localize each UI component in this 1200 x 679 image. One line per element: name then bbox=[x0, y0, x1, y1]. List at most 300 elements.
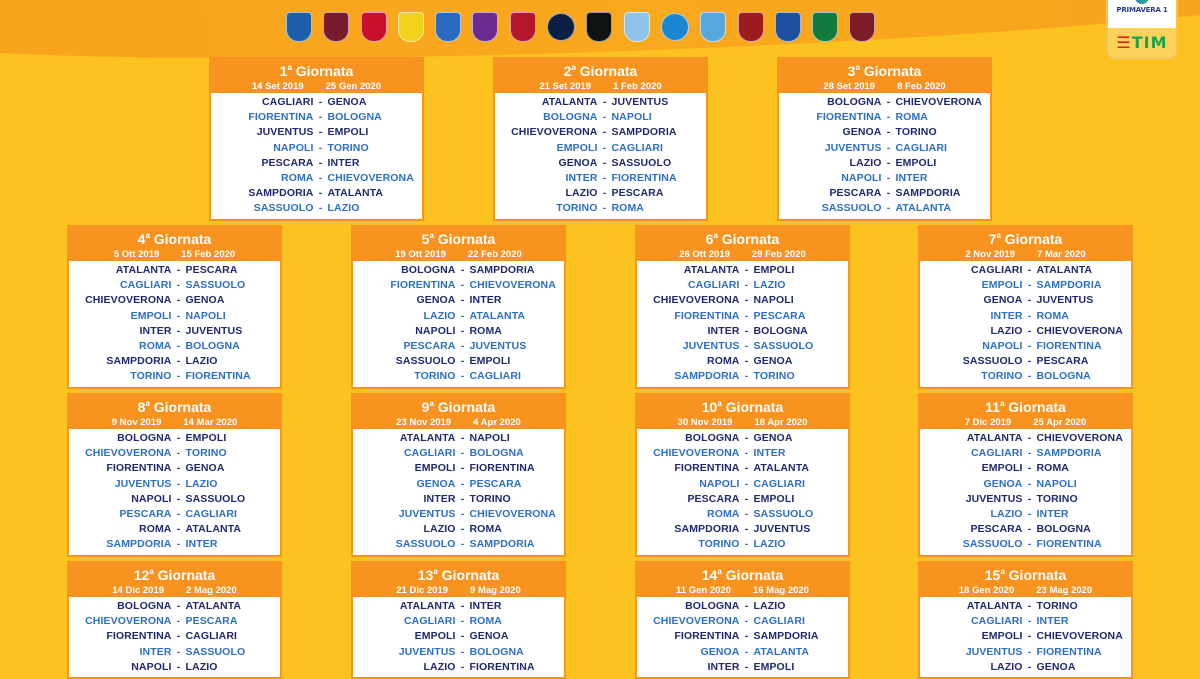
match-separator: - bbox=[176, 340, 181, 353]
home-team: CAGLIARI bbox=[403, 615, 456, 628]
match-separator: - bbox=[602, 187, 607, 200]
match-row bbox=[920, 431, 1131, 446]
round-card bbox=[777, 57, 992, 221]
match-separator: - bbox=[176, 462, 181, 475]
round-title bbox=[635, 561, 850, 585]
match-separator: - bbox=[176, 538, 181, 551]
home-team: EMPOLI bbox=[981, 462, 1023, 475]
match-separator: - bbox=[318, 141, 323, 154]
match-separator: - bbox=[176, 508, 181, 521]
away-team: INTER bbox=[1036, 615, 1069, 628]
match-row bbox=[920, 263, 1131, 278]
match-row bbox=[69, 599, 280, 614]
away-team: INTER bbox=[185, 538, 218, 551]
match-row bbox=[353, 461, 564, 476]
away-team: LAZIO bbox=[185, 477, 218, 490]
home-team: SASSUOLO bbox=[253, 202, 314, 215]
match-row bbox=[353, 309, 564, 324]
away-team: EMPOLI bbox=[469, 355, 511, 368]
home-team: LAZIO bbox=[423, 309, 456, 322]
round-title bbox=[67, 561, 282, 585]
match-row bbox=[920, 339, 1131, 354]
match-row bbox=[920, 278, 1131, 293]
return-leg-date: 9 Mag 2020 bbox=[470, 585, 521, 596]
home-team: INTER bbox=[565, 172, 598, 185]
away-team: LAZIO bbox=[753, 538, 786, 551]
home-team: ROMA bbox=[139, 340, 172, 353]
home-team: GENOA bbox=[983, 294, 1023, 307]
match-row bbox=[69, 461, 280, 476]
sassuolo-crest-icon bbox=[812, 12, 838, 42]
match-separator: - bbox=[886, 156, 891, 169]
match-row bbox=[637, 461, 848, 476]
home-team: LAZIO bbox=[990, 508, 1023, 521]
away-team: EMPOLI bbox=[895, 156, 937, 169]
home-team: ROMA bbox=[707, 355, 740, 368]
first-leg-date: 11 Gen 2020 bbox=[676, 585, 731, 596]
match-separator: - bbox=[460, 508, 465, 521]
away-team: LAZIO bbox=[185, 660, 218, 673]
round-dates bbox=[209, 81, 424, 93]
match-separator: - bbox=[744, 538, 749, 551]
home-team: EMPOLI bbox=[130, 309, 172, 322]
match-separator: - bbox=[176, 279, 181, 292]
match-row bbox=[637, 492, 848, 507]
match-row bbox=[495, 171, 706, 186]
away-team: TORINO bbox=[185, 447, 227, 460]
match-row bbox=[495, 95, 706, 110]
match-separator: - bbox=[886, 141, 891, 154]
match-row bbox=[637, 645, 848, 660]
match-separator: - bbox=[1027, 294, 1032, 307]
home-team: CHIEVOVERONA bbox=[85, 294, 172, 307]
match-separator: - bbox=[744, 324, 749, 337]
round-header bbox=[918, 393, 1133, 429]
first-leg-date: 2 Nov 2019 bbox=[965, 249, 1016, 260]
home-team: SAMPDORIA bbox=[674, 370, 740, 383]
home-team: FIORENTINA bbox=[390, 279, 456, 292]
home-team: LAZIO bbox=[990, 660, 1023, 673]
round-title bbox=[918, 393, 1133, 417]
first-leg-date: 23 Nov 2019 bbox=[396, 417, 452, 428]
match-row bbox=[637, 446, 848, 461]
tim-stripes-icon: ☰ bbox=[1116, 33, 1132, 52]
home-team: GENOA bbox=[700, 645, 740, 658]
away-team: CAGLIARI bbox=[753, 615, 806, 628]
away-team: ROMA bbox=[1036, 462, 1069, 475]
match-row bbox=[353, 324, 564, 339]
match-separator: - bbox=[176, 615, 181, 628]
round-title bbox=[351, 225, 566, 249]
match-separator: - bbox=[602, 202, 607, 215]
match-separator: - bbox=[318, 172, 323, 185]
home-team: FIORENTINA bbox=[248, 111, 314, 124]
away-team: NAPOLI bbox=[469, 432, 510, 444]
match-row bbox=[69, 309, 280, 324]
match-separator: - bbox=[318, 156, 323, 169]
match-list bbox=[353, 261, 564, 387]
round-title bbox=[918, 561, 1133, 585]
match-separator: - bbox=[1027, 523, 1032, 536]
home-team: JUVENTUS bbox=[398, 645, 456, 658]
match-separator: - bbox=[1027, 355, 1032, 368]
match-separator: - bbox=[744, 615, 749, 628]
ordinal-suffix: a bbox=[996, 231, 1001, 240]
match-separator: - bbox=[176, 600, 181, 612]
round-header bbox=[351, 225, 566, 261]
match-row bbox=[920, 461, 1131, 476]
home-team: SAMPDORIA bbox=[674, 523, 740, 536]
match-separator: - bbox=[1027, 340, 1032, 353]
match-row bbox=[353, 660, 564, 675]
return-leg-date: 15 Feb 2020 bbox=[181, 249, 236, 260]
match-list bbox=[69, 429, 280, 555]
home-team: SASSUOLO bbox=[395, 538, 456, 551]
away-team: INTER bbox=[327, 156, 360, 169]
napoli-crest-icon bbox=[661, 13, 689, 41]
away-team: FIORENTINA bbox=[1036, 538, 1102, 551]
away-team: SASSUOLO bbox=[185, 645, 246, 658]
home-team: ATALANTA bbox=[966, 600, 1023, 612]
away-team: GENOA bbox=[753, 355, 793, 368]
away-team: SAMPDORIA bbox=[1036, 447, 1102, 460]
return-leg-date: 18 Apr 2020 bbox=[754, 417, 808, 428]
match-separator: - bbox=[318, 187, 323, 200]
match-row bbox=[353, 507, 564, 522]
first-leg-date: 18 Gen 2020 bbox=[958, 585, 1015, 596]
match-separator: - bbox=[744, 492, 749, 505]
home-team: NAPOLI bbox=[699, 477, 740, 490]
home-team: ATALANTA bbox=[966, 432, 1023, 444]
away-team: SASSUOLO bbox=[611, 156, 672, 169]
home-team: FIORENTINA bbox=[106, 630, 172, 643]
match-separator: - bbox=[460, 538, 465, 551]
round-number: 11 bbox=[985, 399, 1000, 415]
match-separator: - bbox=[886, 96, 891, 108]
match-separator: - bbox=[1027, 600, 1032, 612]
away-team: LAZIO bbox=[753, 600, 786, 612]
round-number: 2 bbox=[563, 63, 572, 79]
pescara-crest-icon bbox=[700, 12, 726, 42]
away-team: CHIEVOVERONA bbox=[469, 508, 556, 521]
round-label: Giornata bbox=[725, 399, 784, 415]
team-crest-strip bbox=[286, 11, 887, 43]
match-row bbox=[69, 629, 280, 644]
round-dates bbox=[777, 81, 992, 93]
match-separator: - bbox=[176, 477, 181, 490]
match-separator: - bbox=[1027, 370, 1032, 383]
round-header bbox=[351, 393, 566, 429]
home-team: NAPOLI bbox=[982, 340, 1023, 353]
sponsor-logo bbox=[1108, 28, 1176, 58]
match-row bbox=[69, 614, 280, 629]
round-title bbox=[351, 393, 566, 417]
round-header bbox=[209, 57, 424, 93]
round-number: 8 bbox=[137, 399, 146, 415]
first-leg-date: 14 Dic 2019 bbox=[112, 585, 165, 596]
ordinal-suffix: a bbox=[429, 399, 434, 408]
round-card bbox=[67, 225, 282, 389]
home-team: GENOA bbox=[416, 477, 456, 490]
match-row bbox=[637, 354, 848, 369]
match-separator: - bbox=[744, 294, 749, 307]
match-row bbox=[637, 522, 848, 537]
match-row bbox=[353, 278, 564, 293]
match-row bbox=[920, 477, 1131, 492]
home-team: INTER bbox=[707, 660, 740, 673]
match-row bbox=[69, 293, 280, 308]
away-team: GENOA bbox=[753, 432, 793, 444]
away-team: SASSUOLO bbox=[185, 279, 246, 292]
match-row bbox=[920, 293, 1131, 308]
match-separator: - bbox=[1027, 538, 1032, 551]
home-team: INTER bbox=[139, 324, 172, 337]
round-card bbox=[67, 393, 282, 557]
away-team: JUVENTUS bbox=[1036, 294, 1094, 307]
round-header bbox=[635, 561, 850, 597]
round-dates bbox=[67, 417, 282, 429]
match-separator: - bbox=[744, 600, 749, 612]
home-team: CHIEVOVERONA bbox=[85, 615, 172, 628]
return-leg-date: 25 Apr 2020 bbox=[1033, 417, 1087, 428]
match-separator: - bbox=[1027, 447, 1032, 460]
match-row bbox=[353, 354, 564, 369]
ordinal-suffix: a bbox=[145, 399, 150, 408]
match-list bbox=[69, 597, 280, 677]
inter-crest-icon bbox=[547, 13, 575, 41]
away-team: FIORENTINA bbox=[1036, 645, 1102, 658]
away-team: SAMPDORIA bbox=[753, 630, 819, 643]
match-separator: - bbox=[602, 111, 607, 124]
match-separator: - bbox=[1027, 615, 1032, 628]
match-separator: - bbox=[460, 645, 465, 658]
match-separator: - bbox=[460, 355, 465, 368]
away-team: INTER bbox=[469, 294, 502, 307]
match-row bbox=[211, 141, 422, 156]
match-row bbox=[637, 263, 848, 278]
match-list bbox=[211, 93, 422, 219]
match-separator: - bbox=[886, 126, 891, 139]
round-header bbox=[918, 225, 1133, 261]
away-team: INTER bbox=[1036, 508, 1069, 521]
match-list bbox=[779, 93, 990, 219]
ordinal-suffix: a bbox=[433, 567, 438, 576]
away-team: FIORENTINA bbox=[469, 660, 535, 673]
round-number: 6 bbox=[705, 231, 714, 247]
home-team: BOLOGNA bbox=[685, 432, 740, 444]
match-row bbox=[353, 537, 564, 552]
match-separator: - bbox=[744, 477, 749, 490]
home-team: ATALANTA bbox=[683, 264, 740, 276]
round-number: 1 bbox=[279, 63, 288, 79]
away-team: SAMPDORIA bbox=[1036, 279, 1102, 292]
match-separator: - bbox=[460, 462, 465, 475]
sampdoria-crest-icon bbox=[775, 12, 801, 42]
match-row bbox=[69, 446, 280, 461]
ordinal-suffix: a bbox=[855, 63, 860, 72]
home-team: EMPOLI bbox=[414, 630, 456, 643]
home-team: NAPOLI bbox=[841, 172, 882, 185]
home-team: SASSUOLO bbox=[395, 355, 456, 368]
away-team: EMPOLI bbox=[327, 126, 369, 139]
away-team: TORINO bbox=[753, 370, 795, 383]
match-row bbox=[353, 293, 564, 308]
match-row bbox=[920, 309, 1131, 324]
home-team: JUVENTUS bbox=[965, 492, 1023, 505]
away-team: INTER bbox=[469, 600, 502, 612]
match-row bbox=[69, 263, 280, 278]
match-separator: - bbox=[1027, 645, 1032, 658]
away-team: SASSUOLO bbox=[753, 340, 814, 353]
match-row bbox=[353, 263, 564, 278]
match-separator: - bbox=[176, 294, 181, 307]
round-number: 7 bbox=[988, 231, 997, 247]
match-separator: - bbox=[602, 141, 607, 154]
round-number: 14 bbox=[701, 567, 718, 583]
away-team: ROMA bbox=[469, 324, 502, 337]
match-separator: - bbox=[886, 111, 891, 124]
home-team: TORINO bbox=[414, 370, 456, 383]
home-team: ROMA bbox=[139, 523, 172, 536]
away-team: CHIEVOVERONA bbox=[327, 172, 414, 185]
match-separator: - bbox=[460, 630, 465, 643]
home-team: BOLOGNA bbox=[401, 264, 456, 276]
round-number: 13 bbox=[417, 567, 434, 583]
return-leg-date: 29 Feb 2020 bbox=[751, 249, 806, 260]
home-team: SAMPDORIA bbox=[106, 538, 172, 551]
home-team: TORINO bbox=[698, 538, 740, 551]
match-row bbox=[920, 324, 1131, 339]
home-team: CHIEVOVERONA bbox=[653, 615, 740, 628]
first-leg-date: 30 Nov 2019 bbox=[677, 417, 733, 428]
away-team: FIORENTINA bbox=[1036, 340, 1102, 353]
away-team: CHIEVOVERONA bbox=[469, 279, 556, 292]
match-separator: - bbox=[886, 202, 891, 215]
home-team: EMPOLI bbox=[981, 279, 1023, 292]
away-team: JUVENTUS bbox=[185, 324, 243, 337]
match-row bbox=[211, 95, 422, 110]
round-label: Giornata bbox=[153, 231, 212, 247]
away-team: FIORENTINA bbox=[611, 172, 677, 185]
match-row bbox=[920, 354, 1131, 369]
away-team: CAGLIARI bbox=[611, 141, 664, 154]
round-card bbox=[635, 393, 850, 557]
match-separator: - bbox=[602, 96, 607, 108]
away-team: ROMA bbox=[1036, 309, 1069, 322]
away-team: EMPOLI bbox=[753, 492, 795, 505]
match-row bbox=[920, 645, 1131, 660]
match-separator: - bbox=[460, 264, 465, 276]
match-list bbox=[637, 429, 848, 555]
match-separator: - bbox=[460, 447, 465, 460]
home-team: CHIEVOVERONA bbox=[653, 447, 740, 460]
away-team: PESCARA bbox=[1036, 355, 1089, 368]
return-leg-date: 8 Feb 2020 bbox=[897, 81, 946, 92]
genoa-crest-icon bbox=[510, 12, 536, 42]
round-dates bbox=[918, 249, 1133, 261]
primavera-tim-logo bbox=[1106, 0, 1178, 60]
round-card bbox=[918, 393, 1133, 557]
round-title bbox=[777, 57, 992, 81]
match-row bbox=[779, 186, 990, 201]
match-row bbox=[69, 477, 280, 492]
home-team: JUVENTUS bbox=[965, 645, 1023, 658]
return-leg-date: 4 Apr 2020 bbox=[473, 417, 521, 428]
round-title bbox=[635, 225, 850, 249]
home-team: LAZIO bbox=[565, 187, 598, 200]
match-row bbox=[211, 156, 422, 171]
match-separator: - bbox=[318, 111, 323, 124]
empoli-crest-icon bbox=[435, 12, 461, 42]
match-separator: - bbox=[460, 492, 465, 505]
away-team: CHIEVOVERONA bbox=[1036, 324, 1123, 337]
match-row bbox=[637, 324, 848, 339]
round-dates bbox=[918, 585, 1133, 597]
match-separator: - bbox=[744, 523, 749, 536]
match-separator: - bbox=[1027, 660, 1032, 673]
match-row bbox=[495, 201, 706, 216]
match-row bbox=[637, 660, 848, 675]
match-separator: - bbox=[176, 630, 181, 643]
away-team: PESCARA bbox=[185, 264, 238, 276]
ordinal-suffix: a bbox=[145, 231, 150, 240]
match-row bbox=[920, 614, 1131, 629]
away-team: ATALANTA bbox=[1036, 264, 1093, 276]
round-title bbox=[67, 393, 282, 417]
match-separator: - bbox=[1027, 508, 1032, 521]
round-header bbox=[493, 57, 708, 93]
away-team: BOLOGNA bbox=[469, 645, 524, 658]
match-separator: - bbox=[744, 370, 749, 383]
match-row bbox=[779, 125, 990, 140]
home-team: PESCARA bbox=[829, 187, 882, 200]
round-header bbox=[918, 561, 1133, 597]
round-number: 3 bbox=[847, 63, 856, 79]
home-team: LAZIO bbox=[990, 324, 1023, 337]
away-team: SAMPDORIA bbox=[611, 126, 677, 139]
away-team: ROMA bbox=[469, 523, 502, 536]
home-team: LAZIO bbox=[849, 156, 882, 169]
away-team: GENOA bbox=[469, 630, 509, 643]
home-team: PESCARA bbox=[119, 508, 172, 521]
home-team: JUVENTUS bbox=[256, 126, 314, 139]
home-team: GENOA bbox=[558, 156, 598, 169]
round-number: 15 bbox=[984, 567, 1001, 583]
home-team: TORINO bbox=[130, 370, 172, 383]
match-row bbox=[353, 431, 564, 446]
away-team: GENOA bbox=[1036, 660, 1076, 673]
away-team: ROMA bbox=[611, 202, 644, 215]
match-row bbox=[637, 477, 848, 492]
home-team: JUVENTUS bbox=[398, 508, 456, 521]
round-header bbox=[67, 561, 282, 597]
roma-crest-icon bbox=[738, 12, 764, 42]
match-separator: - bbox=[176, 309, 181, 322]
return-leg-date: 25 Gen 2020 bbox=[325, 81, 382, 92]
home-team: JUVENTUS bbox=[824, 141, 882, 154]
round-number: 9 bbox=[421, 399, 430, 415]
away-team: NAPOLI bbox=[611, 111, 652, 124]
match-separator: - bbox=[1027, 279, 1032, 292]
match-row bbox=[637, 614, 848, 629]
away-team: SAMPDORIA bbox=[469, 264, 535, 276]
away-team: ATALANTA bbox=[469, 309, 526, 322]
home-team: BOLOGNA bbox=[685, 600, 740, 612]
round-card bbox=[493, 57, 708, 221]
match-separator: - bbox=[744, 309, 749, 322]
home-team: CAGLIARI bbox=[119, 279, 172, 292]
match-row bbox=[69, 507, 280, 522]
